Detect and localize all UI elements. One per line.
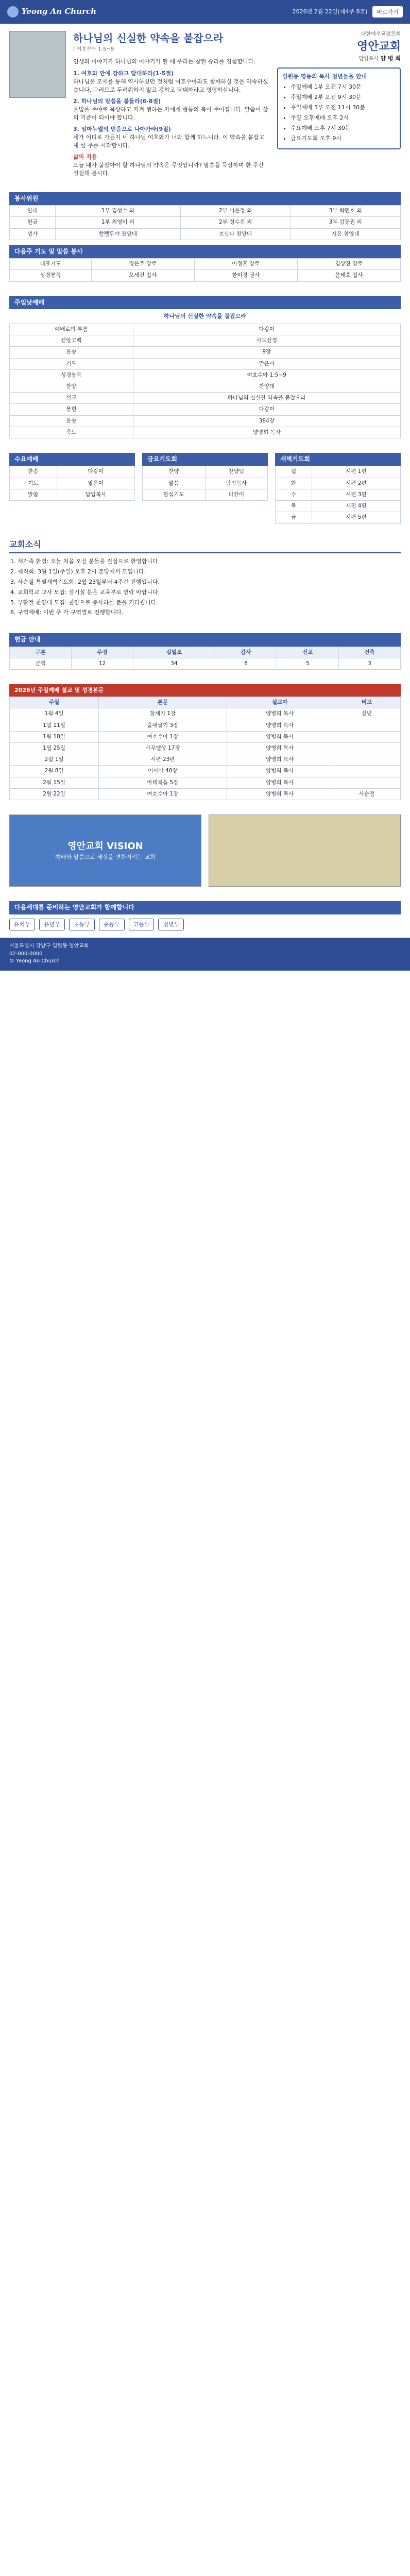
- brand-logo: [7, 6, 96, 18]
- prayer-title: 다음주 기도 및 말씀 봉사: [9, 245, 401, 258]
- department-list: [9, 919, 401, 931]
- footer-address: 서울특별시 강남구 일원동 영안교회: [9, 943, 89, 950]
- department-item[interactable]: 유치부: [9, 919, 35, 931]
- news-item: 2. 제직회: 3월 1일(주일) 오후 2시 본당에서 모입니다.: [18, 568, 401, 576]
- vision-section: [0, 807, 410, 894]
- pastor-name: 양 병 희: [380, 55, 401, 62]
- worship-order-table: 예배로의 부름 다같이 신앙고백 사도신경 찬송 9장 기도 맡은이 성경봉독 여호수아 1:5~9 찬양 찬양대 설교 하나님의 신실한 약속을 붙잡으라 봉헌 다같이 찬송 384장 축도 양병희 목사: [9, 324, 401, 438]
- point-1-text: 하나님은 모세를 통해 역사하셨던 것처럼 여호수아와도 함께하실 것을 약속하셨습니다. 그러므로 두려워하지 말고 강하고 담대하라고 명령하십니다.: [73, 78, 268, 94]
- offering-table-section: [0, 626, 410, 677]
- weekday-section: [0, 446, 410, 531]
- mission-title: 다음세대를 준비하는 영안교회가 함께합니다: [9, 901, 401, 914]
- point-3-text: 네가 어디로 가든지 네 하나님 여호와가 너와 함께 하느니라. 이 약속을 붙잡고 새 한 주를 시작합시다.: [73, 134, 265, 149]
- schedule-title: 2026년 주일예배 설교 및 성경본문: [9, 684, 401, 697]
- service-info-list: [282, 83, 396, 143]
- church-image: [209, 815, 401, 887]
- pastor-label: 담임목사: [358, 56, 379, 62]
- footer-copyright: © Yeong An Church: [9, 958, 60, 964]
- vision-title: 영안교회 VISION: [67, 841, 143, 852]
- apply-title: 삶의 적용: [73, 153, 97, 160]
- schedule-section: [0, 677, 410, 807]
- header: [0, 0, 410, 24]
- news-section: [0, 531, 410, 626]
- point-3: 3. 임마누엘의 믿음으로 나아가라(9절): [73, 126, 171, 133]
- department-item[interactable]: 중등부: [99, 919, 125, 931]
- bulletin-date: 2026년 2월 22일(제4주 8호): [292, 8, 368, 15]
- apply-text: 오늘 내가 붙잡아야 할 하나님의 약속은 무엇입니까? 말씀을 묵상하며 한 주간 실천해 봅시다.: [73, 161, 264, 177]
- offering-table-title: 헌금 안내: [9, 633, 401, 646]
- church-name: 영안교회: [356, 40, 401, 53]
- service-line: • 수요예배 오후 7시 30분: [291, 124, 396, 132]
- pastor-photo: [9, 31, 66, 98]
- mission-section: [0, 894, 410, 938]
- service-info-title: 일원동 영동의 목사 청년들을 안내: [282, 73, 367, 80]
- service-line: • 주일예배 1부 오전 7시 30분: [291, 83, 396, 91]
- service-line: • 주일 오후예배 오후 2시: [291, 114, 396, 122]
- sermon-title: 하나님의 신실한 약속을 붙잡으라: [73, 32, 224, 44]
- service-line: • 금요기도회 오후 9시: [291, 134, 396, 143]
- fri-title: 금요기도회: [142, 453, 268, 466]
- worship-title: 주일낮예배: [9, 296, 401, 309]
- sermon-intro: 인생의 이야기가 하나님의 이야기가 될 때 우리는 참된 승리를 경험합니다.: [73, 58, 255, 65]
- footer: [0, 938, 410, 971]
- volunteer-section: [0, 185, 410, 289]
- sermon-section: [0, 24, 410, 185]
- schedule-table: 주일 본문 설교자 비고 1월 4일 창세기 1장 양병희 목사 신년 1월 11일 출애굽기 3장 양병희 목사 1월 18일 여호수아 1장 양병희 목사 1월 25일 사무엘상 17장 양병희 목사 2월 1일 시편 23편 양병희 목사 2월 8일 이사야 40장 양병희 목사 2월 15일 마태복음 5장 양병희 목사 2월 22일 여호수아 1장 양병희 목사 사순절: [9, 697, 401, 800]
- offering-table: 구분 주정 십일조 감사 선교 건축 금액 12 34 8 5 3: [9, 647, 401, 670]
- fri-table: 찬양 찬양팀 말씀 담임목사 합심기도 다같이: [142, 466, 268, 501]
- department-item[interactable]: 유년부: [39, 919, 65, 931]
- prayer-table: 대표기도 정은주 장로 이정훈 장로 김상진 장로 성경봉독 오세진 집사 한미경 권사 윤태호 집사: [9, 258, 401, 281]
- news-item: 6. 구역예배: 이번 주 각 구역별로 진행합니다.: [18, 608, 401, 617]
- vision-banner: [9, 815, 201, 887]
- point-1: 1. 여호와 안에 강하고 담대하라(1-5절): [73, 70, 174, 77]
- brand-name: Yeong An Church: [22, 7, 97, 16]
- wed-table: 찬송 다같이 기도 맡은이 말씀 담임목사: [9, 466, 135, 501]
- dawn-title: 새벽기도회: [275, 453, 401, 466]
- department-item[interactable]: 청년부: [158, 919, 184, 931]
- worship-subtitle: 하나님의 신실한 약속을 붙잡으라: [163, 312, 247, 319]
- news-list: [9, 557, 401, 617]
- service-line: • 주일예배 3부 오전 11시 30분: [291, 104, 396, 112]
- department-item[interactable]: 초등부: [69, 919, 95, 931]
- church-org: 대한예수교장로회: [361, 31, 401, 37]
- vision-text: 예배와 말씀으로 세상을 변화시키는 교회: [55, 854, 156, 861]
- point-2: 2. 하나님의 말씀을 붙들라(6-8절): [73, 98, 161, 105]
- logo-icon: [7, 6, 19, 18]
- news-item: 3. 사순절 특별새벽기도회: 2월 23일부터 4주간 진행됩니다.: [18, 578, 401, 586]
- service-line: • 주일예배 2부 오전 9시 30분: [291, 93, 396, 101]
- volunteer-title: 봉사위원: [9, 192, 401, 205]
- news-title: 교회소식: [9, 538, 401, 553]
- wed-title: 수요예배: [9, 453, 135, 466]
- volunteer-table: 안내 1부 김성수 외 2부 이은정 외 3부 박민호 외 헌금 1부 최영미 외 2부 정수진 외 3부 강동원 외 성가 할렐루야 찬양대 호산나 찬양대 시온 찬양대: [9, 205, 401, 240]
- dawn-table: 월 시편 1편 화 시편 2편 수 시편 3편 목 시편 4편 금 시편 5편: [275, 466, 401, 523]
- service-info-box: [277, 67, 401, 150]
- sermon-ref: | 여호수아 1:5~9: [73, 46, 114, 52]
- news-item: 1. 새가족 환영: 오늘 처음 오신 분들을 진심으로 환영합니다.: [18, 557, 401, 566]
- department-item[interactable]: 고등부: [129, 919, 155, 931]
- news-item: 5. 부활절 찬양대 모집: 찬양으로 봉사하실 분을 기다립니다.: [18, 599, 401, 607]
- goto-button[interactable]: 바로가기: [372, 6, 403, 18]
- news-item: 4. 교회학교 교사 모집: 섬기실 분은 교육부로 연락 바랍니다.: [18, 588, 401, 597]
- footer-tel: 02-000-0000: [9, 951, 43, 957]
- worship-section: [0, 289, 410, 446]
- point-2-text: 율법을 주야로 묵상하고 지켜 행하는 자에게 형통의 복이 주어집니다. 말씀이 삶의 기준이 되어야 합니다.: [73, 106, 268, 122]
